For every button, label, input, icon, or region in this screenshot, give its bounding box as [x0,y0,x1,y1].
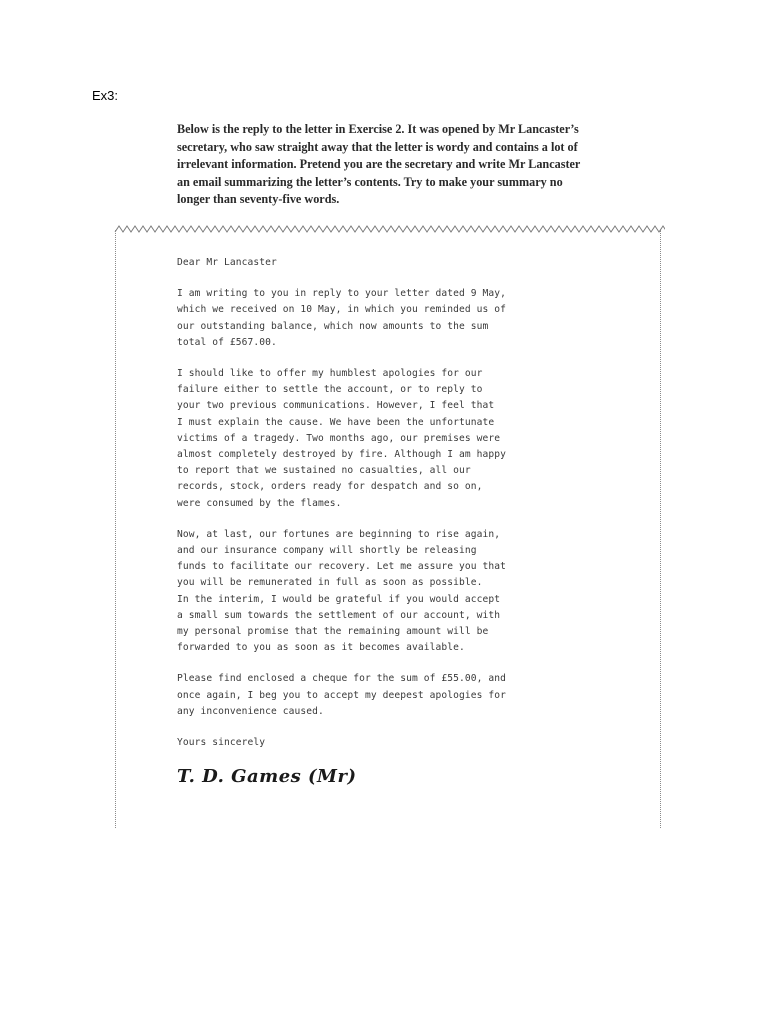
letter-line: any inconvenience caused. [177,705,324,717]
exercise-instructions [177,121,667,209]
instructions-line: secretary, who saw straight away that the letter is wordy and contains a lot of [177,139,578,154]
letter-line: I must explain the cause. We have been the unfortunate [177,416,495,428]
letter-line: forwarded to you as soon as it becomes available. [177,642,465,654]
letter-line: which we received on 10 May, in which you reminded us of [177,304,507,316]
instructions-line: Below is the reply to the letter in Exercise 2. It was opened by Mr Lancaster’s [177,122,579,136]
letter-line: your two previous communications. However, I feel that [177,400,495,412]
letter-line: a small sum towards the settlement of our account, with [177,609,501,621]
letter-paragraph [177,527,597,657]
letter-line: to report that we sustained no casualties, all our [177,465,471,477]
salutation-text: Dear Mr Lancaster [177,257,277,268]
letter-line: our outstanding balance, which now amounts to the sum [177,320,489,332]
letter-line: I am writing to you in reply to your letter dated 9 May, [177,288,507,300]
letter-line: Please find enclosed a cheque for the sum of £55.00, and [177,673,507,685]
letter-line: and our insurance company will shortly be releasing [177,545,477,557]
instructions-line: irrelevant information. Pretend you are the secretary and write Mr Lancaster [177,157,581,172]
letter-paragraph [177,286,597,351]
letter-paragraph [177,366,597,512]
letter-closing [177,735,597,751]
letter-line: failure either to settle the account, or to reply to [177,384,483,396]
handwritten-signature: T. D. Games (Mr) [177,766,357,787]
closing-text: Yours sincerely [177,737,266,749]
letter-body [177,255,597,766]
letter-border-right [660,230,661,828]
letter-line: you will be remunerated in full as soon as possible. [177,577,483,589]
letter-line: In the interim, I would be grateful if you would accept [177,593,501,605]
letter-line: I should like to offer my humblest apologies for our [177,368,483,380]
letter-line: almost completely destroyed by fire. Although I am happy [177,449,507,461]
letter-border-left [115,230,116,828]
letter-line: were consumed by the flames. [177,497,342,509]
instructions-line: longer than seventy-five words. [177,192,340,207]
torn-edge-border [113,218,665,238]
letter-salutation [177,255,597,271]
letter-line: victims of a tragedy. Two months ago, our premises were [177,432,501,444]
instructions-line: an email summarizing the letter’s contents. Try to make your summary no [177,174,563,189]
letter-line: once again, I beg you to accept my deepest apologies for [177,689,507,701]
letter-line: my personal promise that the remaining amount will be [177,626,489,638]
letter-paragraph [177,671,597,720]
letter-line: records, stock, orders ready for despatch and so on, [177,481,483,493]
letter-line: total of £567.00. [177,336,277,348]
letter-line: funds to facilitate our recovery. Let me assure you that [177,561,507,573]
letter-line: Now, at last, our fortunes are beginning to rise again, [177,528,501,540]
exercise-label: Ex3: [92,88,119,103]
